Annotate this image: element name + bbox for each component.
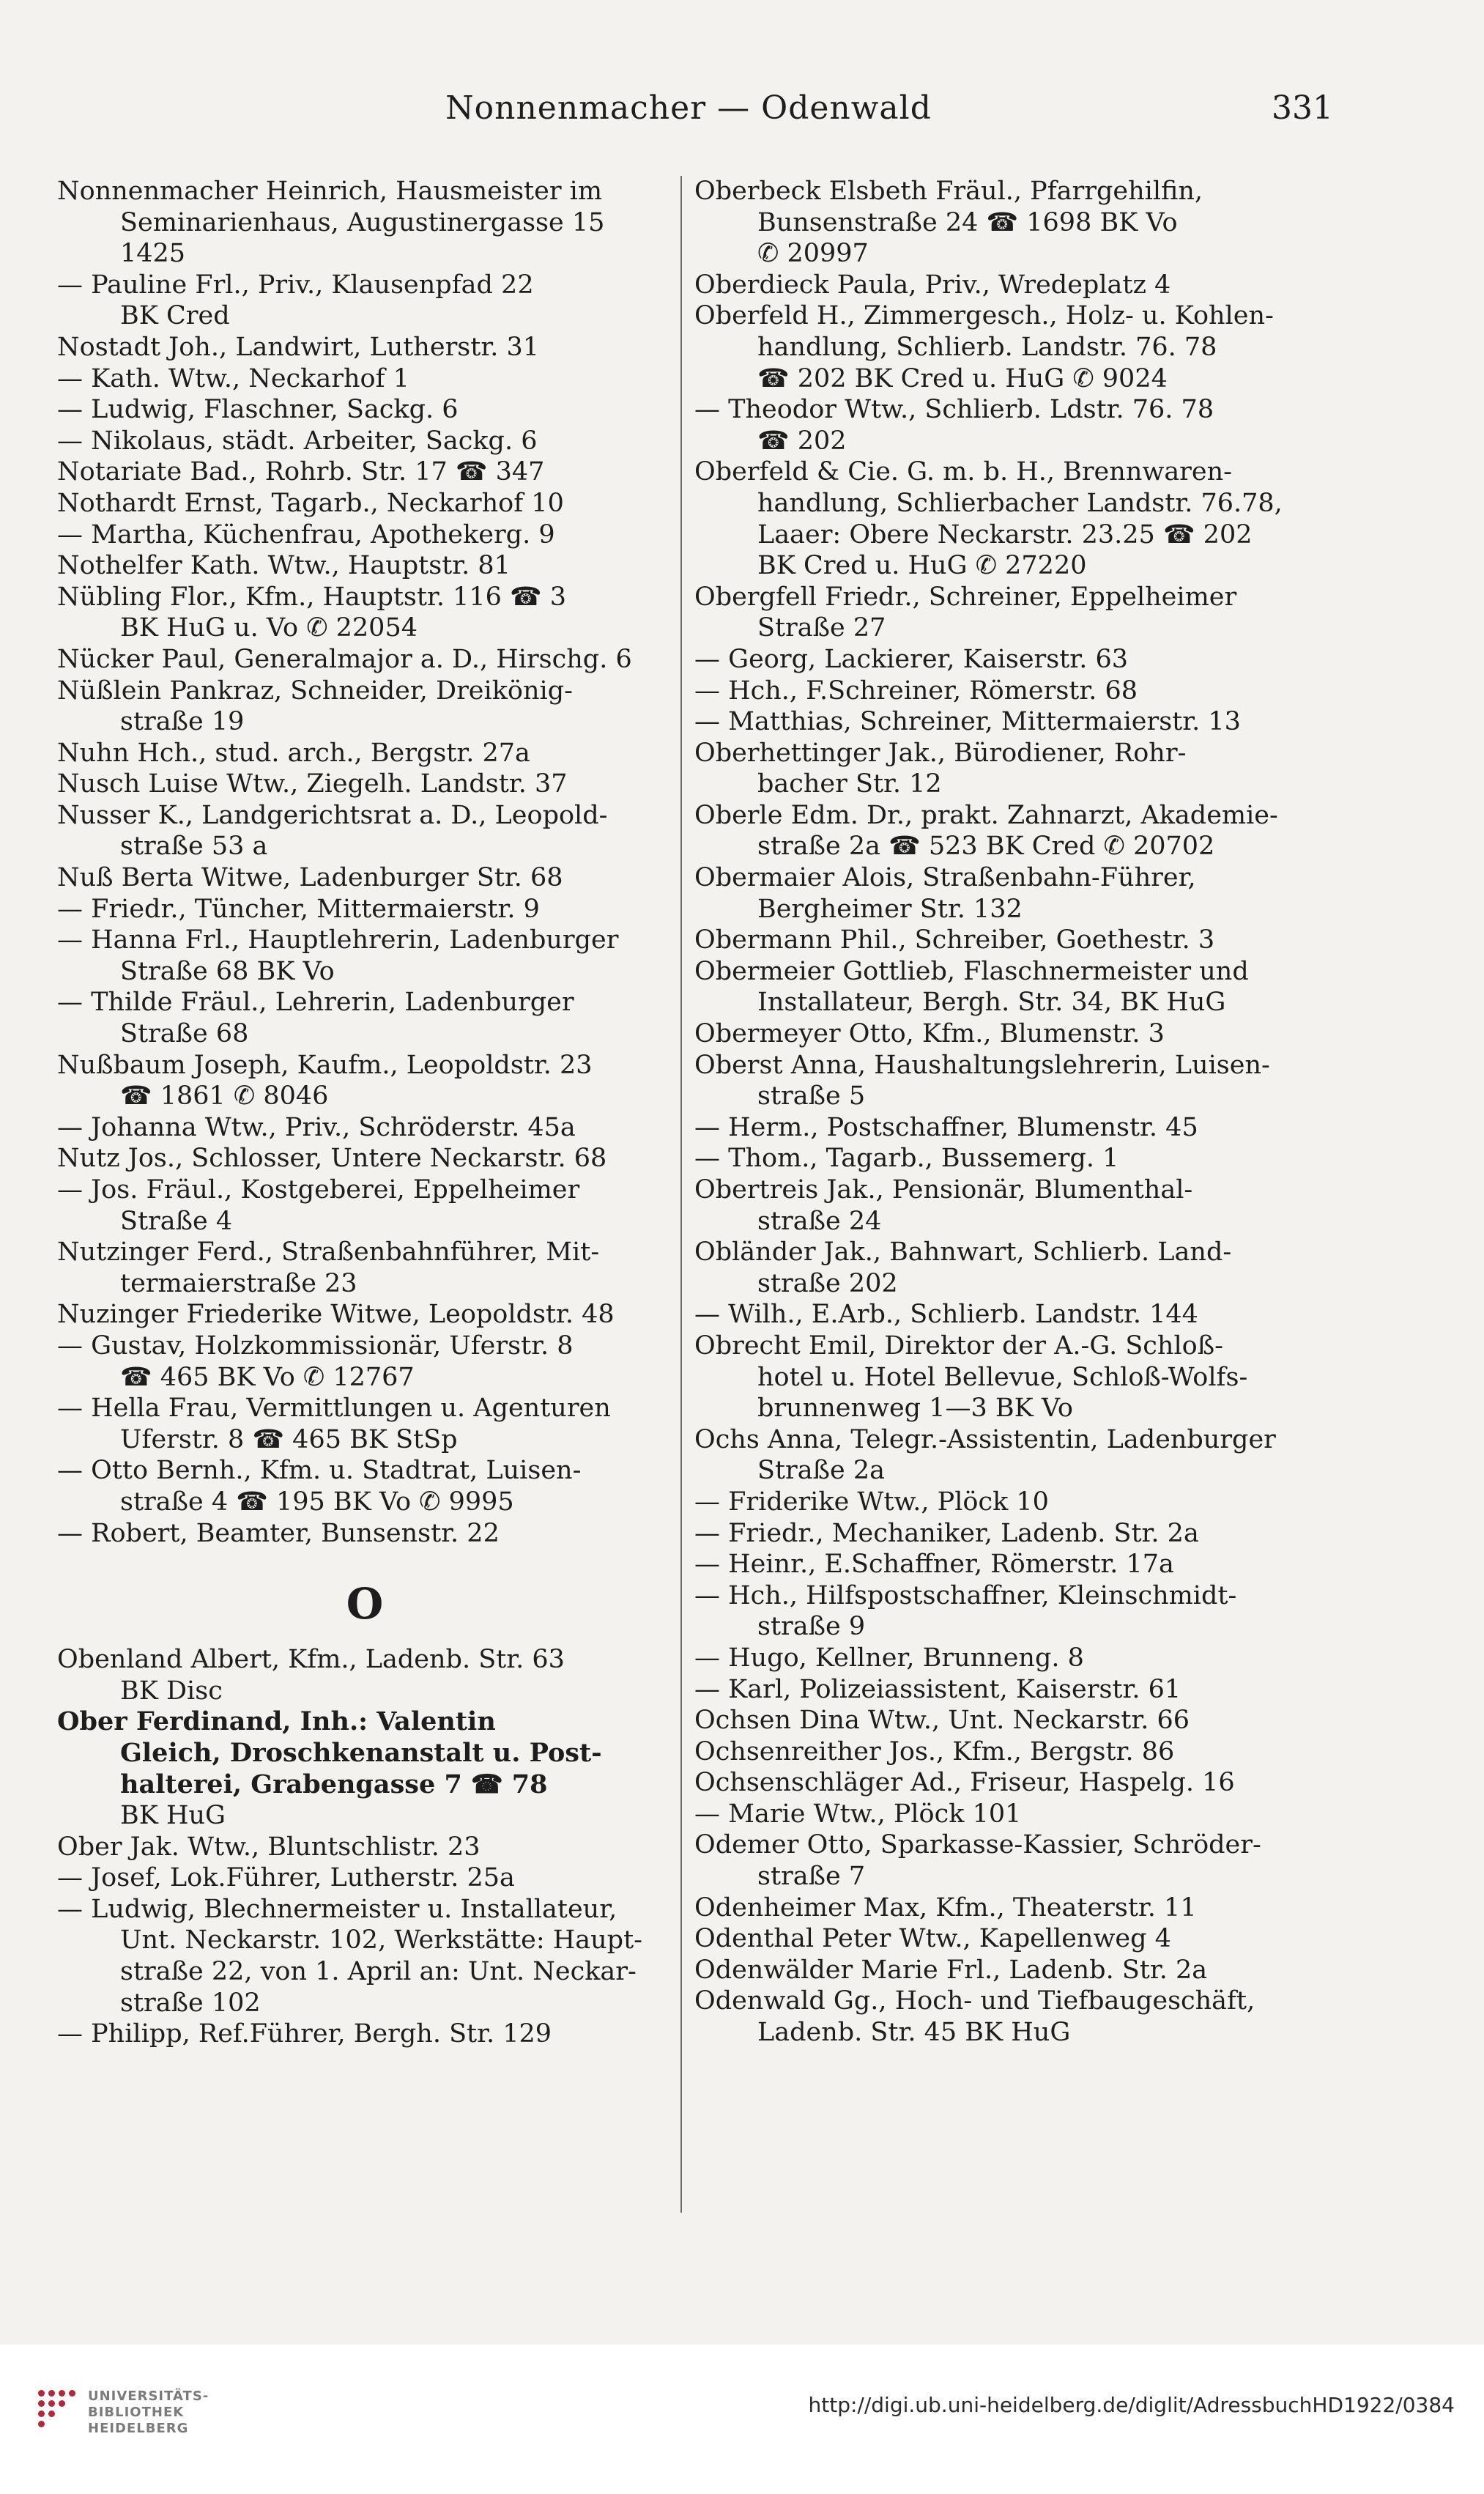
logo-dot-icon bbox=[48, 2400, 55, 2407]
directory-entry-line: — Ludwig, Blechnermeister u. Installateur, bbox=[57, 1894, 617, 1924]
directory-entry-line: bacher Str. 12 bbox=[757, 769, 942, 799]
logo-dot-icon bbox=[69, 2390, 75, 2397]
directory-entry-line: Obenland Albert, Kfm., Ladenb. Str. 63 bbox=[57, 1645, 565, 1675]
directory-entry-line: Unt. Neckarstr. 102, Werkstätte: Haupt- bbox=[120, 1925, 642, 1955]
directory-entry-line: brunnenweg 1—3 BK Vo bbox=[757, 1394, 1074, 1424]
directory-entry-line: Nücker Paul, Generalmajor a. D., Hirschg. 6 bbox=[57, 644, 632, 674]
directory-entry-line: — Otto Bernh., Kfm. u. Stadtrat, Luisen- bbox=[57, 1456, 582, 1486]
library-logo-icon bbox=[35, 2387, 79, 2431]
directory-entry-line: — Johanna Wtw., Priv., Schröderstr. 45a bbox=[57, 1112, 576, 1142]
directory-entry-line: Nonnenmacher Heinrich, Hausmeister im bbox=[57, 177, 603, 206]
directory-entry-line: — Hch., F.Schreiner, Römerstr. 68 bbox=[694, 676, 1138, 706]
directory-entry-line: Nusch Luise Wtw., Ziegelh. Landstr. 37 bbox=[57, 769, 568, 799]
directory-entry-line: Nusser K., Landgerichtsrat a. D., Leopold- bbox=[57, 800, 608, 830]
directory-entry-line: Obertreis Jak., Pensionär, Blumenthal- bbox=[694, 1175, 1193, 1205]
directory-entry-line: Laaer: Obere Neckarstr. 23.25 ☎ 202 bbox=[757, 519, 1253, 550]
directory-entry-line: Oberbeck Elsbeth Fräul., Pfarrgehilfin, bbox=[694, 177, 1203, 206]
directory-entry-line: halterei, Grabengasse 7 ☎ 78 bbox=[120, 1769, 548, 1799]
directory-entry-line: straße 22, von 1. April an: Unt. Neckar- bbox=[120, 1957, 637, 1987]
directory-entry-line: Straße 27 bbox=[757, 613, 886, 643]
directory-entry-line: — Friedr., Tüncher, Mittermaierstr. 9 bbox=[57, 894, 540, 924]
directory-entry-line: Nothelfer Kath. Wtw., Hauptstr. 81 bbox=[57, 551, 511, 581]
directory-entry-line: straße 9 bbox=[757, 1612, 866, 1642]
directory-entry-line: straße 202 bbox=[757, 1268, 898, 1298]
directory-entry-line: Straße 4 bbox=[120, 1206, 233, 1236]
directory-entry-line: 1425 bbox=[120, 239, 186, 269]
source-url[interactable]: http://digi.ub.uni-heidelberg.de/diglit/AdressbuchHD1922/0384 bbox=[808, 2393, 1455, 2417]
logo-dot-icon bbox=[48, 2390, 55, 2397]
directory-entry-line: Oberle Edm. Dr., prakt. Zahnarzt, Akademie- bbox=[694, 800, 1278, 830]
directory-entry-line: — Karl, Polizeiassistent, Kaiserstr. 61 bbox=[694, 1674, 1181, 1704]
directory-entry-line: — Kath. Wtw., Neckarhof 1 bbox=[57, 363, 409, 393]
directory-entry-line: — Friedr., Mechaniker, Ladenb. Str. 2a bbox=[694, 1518, 1199, 1548]
directory-entry-line: ☎ 202 bbox=[757, 426, 847, 456]
directory-entry-line: Obrecht Emil, Direktor der A.-G. Schloß- bbox=[694, 1331, 1223, 1361]
directory-entry-line: Bunsenstraße 24 ☎ 1698 BK Vo bbox=[757, 207, 1178, 237]
section-letter: O bbox=[346, 1579, 384, 1629]
directory-entry-line: Bergheimer Str. 132 bbox=[757, 894, 1023, 924]
footer-bar bbox=[0, 2345, 1484, 2494]
directory-entry-line: Obermeier Gottlieb, Flaschnermeister und bbox=[694, 956, 1249, 986]
directory-entry-line: BK Cred bbox=[120, 301, 230, 331]
directory-entry-line: — Theodor Wtw., Schlierb. Ldstr. 76. 78 bbox=[694, 395, 1214, 425]
directory-entry-line: Seminarienhaus, Augustinergasse 15 bbox=[120, 207, 605, 237]
running-title: Nonnenmacher — Odenwald bbox=[445, 89, 932, 127]
directory-entry-line: — Robert, Beamter, Bunsenstr. 22 bbox=[57, 1518, 500, 1548]
directory-entry-line: Nutzinger Ferd., Straßenbahnführer, Mit- bbox=[57, 1237, 600, 1268]
left-column bbox=[57, 176, 672, 2050]
directory-entry-line: Nuzinger Friederike Witwe, Leopoldstr. 48 bbox=[57, 1300, 615, 1330]
directory-entry-line: Obergfell Friedr., Schreiner, Eppelheimer bbox=[694, 582, 1237, 612]
directory-entry-line: Ober Jak. Wtw., Bluntschlistr. 23 bbox=[57, 1832, 481, 1862]
directory-entry-line: ☎ 1861 ✆ 8046 bbox=[120, 1081, 329, 1111]
directory-entry-line: — Marie Wtw., Plöck 101 bbox=[694, 1799, 1022, 1829]
directory-entry-line: — Martha, Küchenfrau, Apothekerg. 9 bbox=[57, 519, 555, 550]
directory-entry-line: Odemer Otto, Sparkasse-Kassier, Schröder- bbox=[694, 1830, 1261, 1860]
directory-entry-line: handlung, Schlierbacher Landstr. 76.78, bbox=[757, 488, 1283, 518]
directory-entry-line: Nuhn Hch., stud. arch., Bergstr. 27a bbox=[57, 738, 530, 768]
logo-dot-icon bbox=[48, 2410, 55, 2417]
directory-entry-line: Straße 68 bbox=[120, 1019, 249, 1049]
directory-entry-line: — Josef, Lok.Führer, Lutherstr. 25a bbox=[57, 1863, 515, 1893]
logo-dot-icon bbox=[59, 2400, 65, 2407]
directory-entry-line: hotel u. Hotel Bellevue, Schloß-Wolfs- bbox=[757, 1362, 1248, 1392]
directory-entry-line: Odenwald Gg., Hoch- und Tiefbaugeschäft, bbox=[694, 1986, 1255, 2016]
page-header bbox=[44, 89, 1333, 141]
directory-entry-line: BK HuG u. Vo ✆ 22054 bbox=[120, 613, 418, 643]
column-divider bbox=[680, 176, 682, 2213]
directory-entry-line: handlung, Schlierb. Landstr. 76. 78 bbox=[757, 332, 1217, 362]
directory-entry-line: Odenwälder Marie Frl., Ladenb. Str. 2a bbox=[694, 1955, 1208, 1985]
logo-dot-icon bbox=[38, 2400, 45, 2407]
directory-entry-line: Obermaier Alois, Straßenbahn-Führer, bbox=[694, 863, 1196, 893]
directory-entry-line: — Heinr., E.Schaffner, Römerstr. 17a bbox=[694, 1550, 1174, 1580]
directory-entry-line: BK Disc bbox=[120, 1676, 223, 1706]
logo-line-3: HEIDELBERG bbox=[88, 2421, 189, 2436]
directory-entry-line: Ochsenschläger Ad., Friseur, Haspelg. 16 bbox=[694, 1768, 1235, 1798]
directory-entry-line: — Herm., Postschaffner, Blumenstr. 45 bbox=[694, 1112, 1198, 1142]
directory-entry-line: — Ludwig, Flaschner, Sackg. 6 bbox=[57, 395, 459, 425]
directory-entry-line: Ochsenreither Jos., Kfm., Bergstr. 86 bbox=[694, 1736, 1175, 1766]
directory-entry-line: Odenthal Peter Wtw., Kapellenweg 4 bbox=[694, 1924, 1171, 1954]
directory-entry-line: straße 7 bbox=[757, 1862, 866, 1892]
directory-entry-line: Ochsen Dina Wtw., Unt. Neckarstr. 66 bbox=[694, 1706, 1190, 1736]
library-logo-text bbox=[88, 2388, 209, 2437]
directory-entry-line: straße 19 bbox=[120, 707, 245, 737]
directory-entry-line: Obermann Phil., Schreiber, Goethestr. 3 bbox=[694, 925, 1215, 955]
directory-entry-line: Straße 68 BK Vo bbox=[120, 956, 335, 986]
directory-entry-line: straße 4 ☎ 195 BK Vo ✆ 9995 bbox=[120, 1487, 514, 1517]
directory-entry-line: — Gustav, Holzkommissionär, Uferstr. 8 bbox=[57, 1331, 574, 1361]
directory-entry-line: Nübling Flor., Kfm., Hauptstr. 116 ☎ 3 bbox=[57, 582, 566, 612]
directory-entry-line: Gleich, Droschkenanstalt u. Post- bbox=[120, 1737, 602, 1768]
directory-entry-line: ☎ 202 BK Cred u. HuG ✆ 9024 bbox=[757, 363, 1168, 393]
directory-entry-line: Nuß Berta Witwe, Ladenburger Str. 68 bbox=[57, 863, 563, 893]
directory-entry-line: Straße 2a bbox=[757, 1456, 885, 1486]
directory-entry-line: Oberfeld & Cie. G. m. b. H., Brennwaren- bbox=[694, 457, 1232, 487]
page-number: 331 bbox=[1272, 89, 1333, 127]
directory-entry-line: — Hch., Hilfspostschaffner, Kleinschmidt- bbox=[694, 1580, 1237, 1610]
directory-entry-line: Obermeyer Otto, Kfm., Blumenstr. 3 bbox=[694, 1019, 1165, 1049]
directory-entry-line: termaierstraße 23 bbox=[120, 1268, 357, 1298]
directory-entry-line: — Friderike Wtw., Plöck 10 bbox=[694, 1487, 1049, 1517]
logo-line-1: UNIVERSITÄTS- bbox=[88, 2388, 209, 2404]
directory-entry-line: — Hanna Frl., Hauptlehrerin, Ladenburger bbox=[57, 925, 619, 955]
directory-entry-line: — Georg, Lackierer, Kaiserstr. 63 bbox=[694, 644, 1128, 674]
directory-entry-line: straße 5 bbox=[757, 1081, 866, 1111]
directory-entry-line: — Hella Frau, Vermittlungen u. Agenturen bbox=[57, 1394, 611, 1424]
directory-entry-line: — Pauline Frl., Priv., Klausenpfad 22 bbox=[57, 270, 534, 300]
directory-entry-line: — Thilde Fräul., Lehrerin, Ladenburger bbox=[57, 988, 574, 1018]
directory-entry-line: Ober Ferdinand, Inh.: Valentin bbox=[57, 1706, 496, 1737]
directory-entry-line: Nußbaum Joseph, Kaufm., Leopoldstr. 23 bbox=[57, 1050, 593, 1080]
directory-entry-line: Nothardt Ernst, Tagarb., Neckarhof 10 bbox=[57, 488, 564, 518]
directory-entry-line: Nostadt Joh., Landwirt, Lutherstr. 31 bbox=[57, 332, 539, 362]
logo-dot-icon bbox=[38, 2390, 45, 2397]
directory-entry-line: Ochs Anna, Telegr.-Assistentin, Ladenburger bbox=[694, 1424, 1276, 1454]
directory-entry-line: straße 24 bbox=[757, 1206, 882, 1236]
left-entries-o bbox=[57, 1644, 672, 2050]
directory-entry-line: Oberst Anna, Haushaltungslehrerin, Luisen- bbox=[694, 1050, 1270, 1080]
directory-entry-line: Odenheimer Max, Kfm., Theaterstr. 11 bbox=[694, 1892, 1197, 1923]
directory-entry-line: straße 53 a bbox=[120, 832, 268, 862]
directory-entry-line: — Philipp, Ref.Führer, Bergh. Str. 129 bbox=[57, 2019, 552, 2049]
directory-entry-line: straße 2a ☎ 523 BK Cred ✆ 20702 bbox=[757, 832, 1215, 862]
directory-entry-line: — Thom., Tagarb., Bussemerg. 1 bbox=[694, 1144, 1119, 1174]
directory-entry-line: Oberdieck Paula, Priv., Wredeplatz 4 bbox=[694, 270, 1171, 300]
directory-entry-line: Ladenb. Str. 45 BK HuG bbox=[757, 2018, 1071, 2048]
directory-entry-line: — Hugo, Kellner, Brunneng. 8 bbox=[694, 1643, 1084, 1673]
directory-entry-line: Oberfeld H., Zimmergesch., Holz- u. Kohlen- bbox=[694, 301, 1274, 331]
directory-entry-line: BK HuG bbox=[120, 1801, 226, 1831]
directory-entry-line: — Nikolaus, städt. Arbeiter, Sackg. 6 bbox=[57, 426, 538, 456]
logo-dot-icon bbox=[38, 2410, 45, 2417]
directory-entry-line: ✆ 20997 bbox=[757, 239, 869, 269]
left-entries bbox=[57, 176, 672, 1549]
directory-entry-line: Nutz Jos., Schlosser, Untere Neckarstr. 68 bbox=[57, 1144, 607, 1174]
logo-dot-icon bbox=[59, 2390, 65, 2397]
right-entries bbox=[694, 176, 1317, 2049]
right-column bbox=[694, 176, 1317, 2049]
directory-entry-line: BK Cred u. HuG ✆ 27220 bbox=[757, 551, 1087, 581]
logo-line-2: BIBLIOTHEK bbox=[88, 2405, 185, 2420]
directory-entry-line: — Matthias, Schreiner, Mittermaierstr. 13 bbox=[694, 707, 1241, 737]
directory-entry-line: Oberhettinger Jak., Bürodiener, Rohr- bbox=[694, 738, 1187, 768]
directory-entry-line: ☎ 465 BK Vo ✆ 12767 bbox=[120, 1362, 415, 1392]
directory-entry-line: straße 102 bbox=[120, 1988, 261, 2018]
directory-entry-line: Nüßlein Pankraz, Schneider, Dreikönig- bbox=[57, 676, 573, 706]
directory-entry-line: — Jos. Fräul., Kostgeberei, Eppelheimer bbox=[57, 1175, 580, 1205]
directory-entry-line: Notariate Bad., Rohrb. Str. 17 ☎ 347 bbox=[57, 457, 545, 487]
directory-entry-line: Obländer Jak., Bahnwart, Schlierb. Land- bbox=[694, 1237, 1232, 1268]
logo-dot-icon bbox=[38, 2421, 45, 2427]
directory-entry-line: — Wilh., E.Arb., Schlierb. Landstr. 144 bbox=[694, 1300, 1198, 1330]
directory-entry-line: Installateur, Bergh. Str. 34, BK HuG bbox=[757, 988, 1226, 1018]
directory-entry-line: Uferstr. 8 ☎ 465 BK StSp bbox=[120, 1424, 458, 1454]
